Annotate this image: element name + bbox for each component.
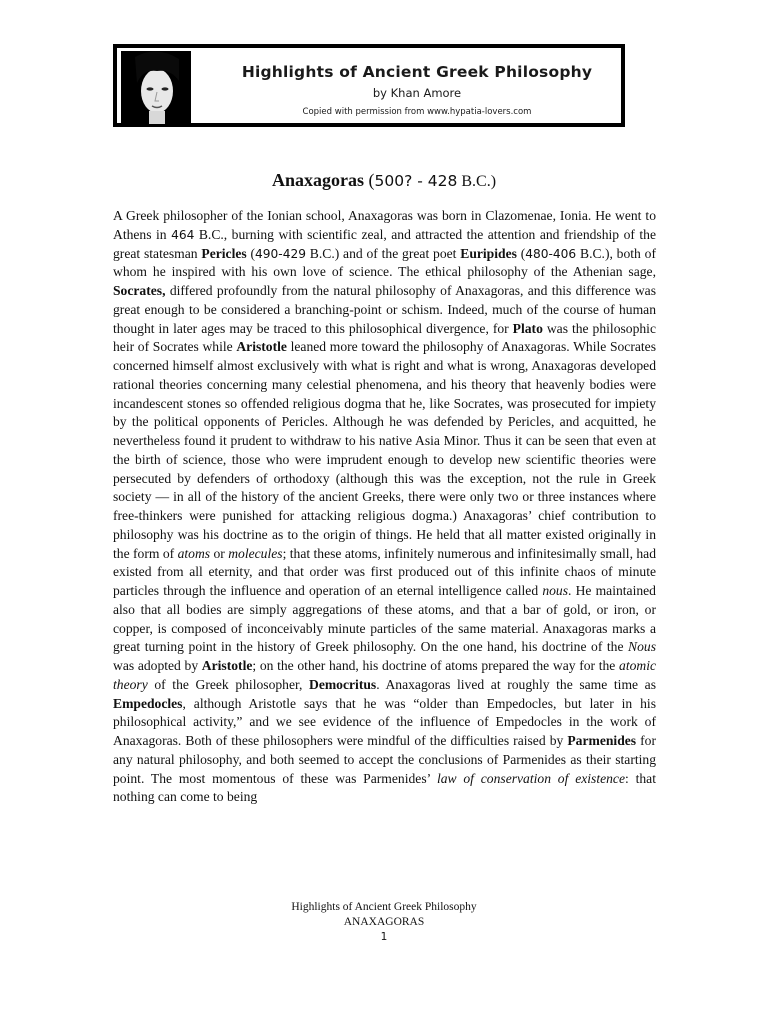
name-empedocles: Empedocles [113, 695, 183, 711]
text-segment: of the Greek philosopher, [147, 676, 309, 692]
text-segment: ( [516, 245, 526, 261]
text-segment: ; on the other hand, his doctrine of atoms prepared the way for the [252, 658, 620, 673]
text-segment: was adopted by [113, 658, 202, 673]
text-segment: ( [246, 245, 256, 261]
name-socrates: Socrates, [113, 283, 166, 298]
term-conservation-law: law of conservation of existence [436, 770, 626, 786]
year-range: 490-429 [255, 246, 306, 261]
text-segment: A Greek philosopher of the Ionian school, Anaxagoras was born in Clazomenae, Ionia. He went to Athens in [113, 208, 656, 242]
name-democritus: Democritus [309, 676, 377, 692]
footer-chapter: ANAXAGORAS [343, 916, 425, 928]
portrait-graphic [121, 51, 191, 124]
name-euripides: Euripides [460, 245, 517, 261]
text-segment: B.C.) and of the great poet [305, 245, 461, 261]
text-segment: , although Aristotle says that he was “older than Empedocles, but later in his philosophical activity,” and we see evidence of the influence of Empedocles in the work of Anaxagoras. Both of these philosophers were mindful of the difficulties raised by [113, 695, 656, 748]
name-aristotle: Aristotle [236, 339, 287, 355]
text-segment: . He maintained also that all bodies are simply aggregations of these atoms, and that a bar of gold, or iron, or copper, is composed of inconceivably minute particles of the same material. Anaxagoras marks a great turning point in the history of Greek philosophy. On the one hand, his doctrine of the [113, 583, 656, 655]
title-open-paren: ( [364, 170, 375, 190]
text-segment: for any natural philosophy, and both seemed to accept the conclusions of Parmenides as their starting point. The most momentous of these was Parmenides’ [113, 733, 656, 786]
name-pericles: Pericles [201, 245, 247, 261]
year-range: 480-406 [525, 246, 577, 261]
banner-credit: Copied with permission from www.hypatia-lovers.com [302, 107, 532, 117]
text-segment: : that nothing can come to being [113, 770, 656, 805]
text-segment: B.C., burning with scientific zeal, and attracted the attention and friendship of the great statesman [113, 226, 656, 261]
footer-book-title: Highlights of Ancient Greek Philosophy [291, 901, 477, 913]
article-body [113, 207, 656, 807]
text-segment: was the philosophic heir of Socrates while [113, 320, 656, 355]
name-plato: Plato [512, 320, 543, 336]
banner-title: Highlights of Ancient Greek Philosophy [241, 63, 593, 81]
portrait-image [121, 51, 191, 124]
text-segment: B.C.), both of whom he inspired with his own love of science. The ethical philosophy of the Athenian sage, [113, 245, 656, 280]
name-aristotle: Aristotle [201, 658, 253, 673]
banner-author: by Khan Amore [372, 86, 462, 100]
text-segment: . Anaxagoras lived at roughly the same time as [376, 676, 657, 692]
text-segment: leaned more toward the philosophy of Anaxagoras. While Socrates concerned himself almost exclusively with what is right and what is wrong, Anaxagoras developed rational theories concerning many celestial phenomena, and his theory that heavenly bodies were incandescent stones so offended religious dogma that he, like Socrates, was prosecuted for impiety by the political opponents of Pericles. Although he was defended by Pericles, and acquitted, he nevertheless found it prudent to withdraw to his native Asia Minor. Thus it can be seen that even at the birth of science, those who were imprudent enough to develop new scientific theories were persecuted by defenders of orthodoxy (although this was the exception, not the rule in Greek society — in all of the history of the ancient Greeks, there were only two or three instances where free-thinkers were punished for attacking religious dogma.) Anaxagoras’ chief contribution to philosophy was his doctrine as to the origin of things. He held that all matter existed originally in the form of [113, 339, 656, 561]
name-parmenides: Parmenides [567, 733, 637, 748]
page-number: 1 [380, 931, 388, 943]
year-number: 464 [171, 227, 195, 242]
title-name: Anaxagoras [271, 170, 364, 190]
term-atoms: atoms [177, 545, 211, 561]
text-segment: differed profoundly from the natural philosophy of Anaxagoras, and this difference was great enough to be considered a branching-point or schism. Indeed, much of the course of human thought in later ages may be traced to this philosophical divergence, for [113, 283, 656, 336]
term-atomic-theory: atomic theory [113, 658, 657, 692]
title-dates: 500? - 428 [374, 172, 458, 190]
text-segment: ; that these atoms, infinitely numerous and infinitesimally small, had existed from all eternity, and that order was first produced out of this infinite chaos of minute particles through the influence and operation of an eternal intelligence called [113, 545, 656, 598]
page-footer [0, 900, 768, 945]
page-title [0, 170, 768, 191]
term-molecules: molecules [228, 545, 283, 561]
header-banner [113, 44, 625, 127]
term-nous: Nous [628, 639, 656, 655]
term-nous: nous [542, 583, 568, 598]
text-segment: or [210, 545, 229, 561]
title-era: B.C.) [457, 173, 497, 190]
